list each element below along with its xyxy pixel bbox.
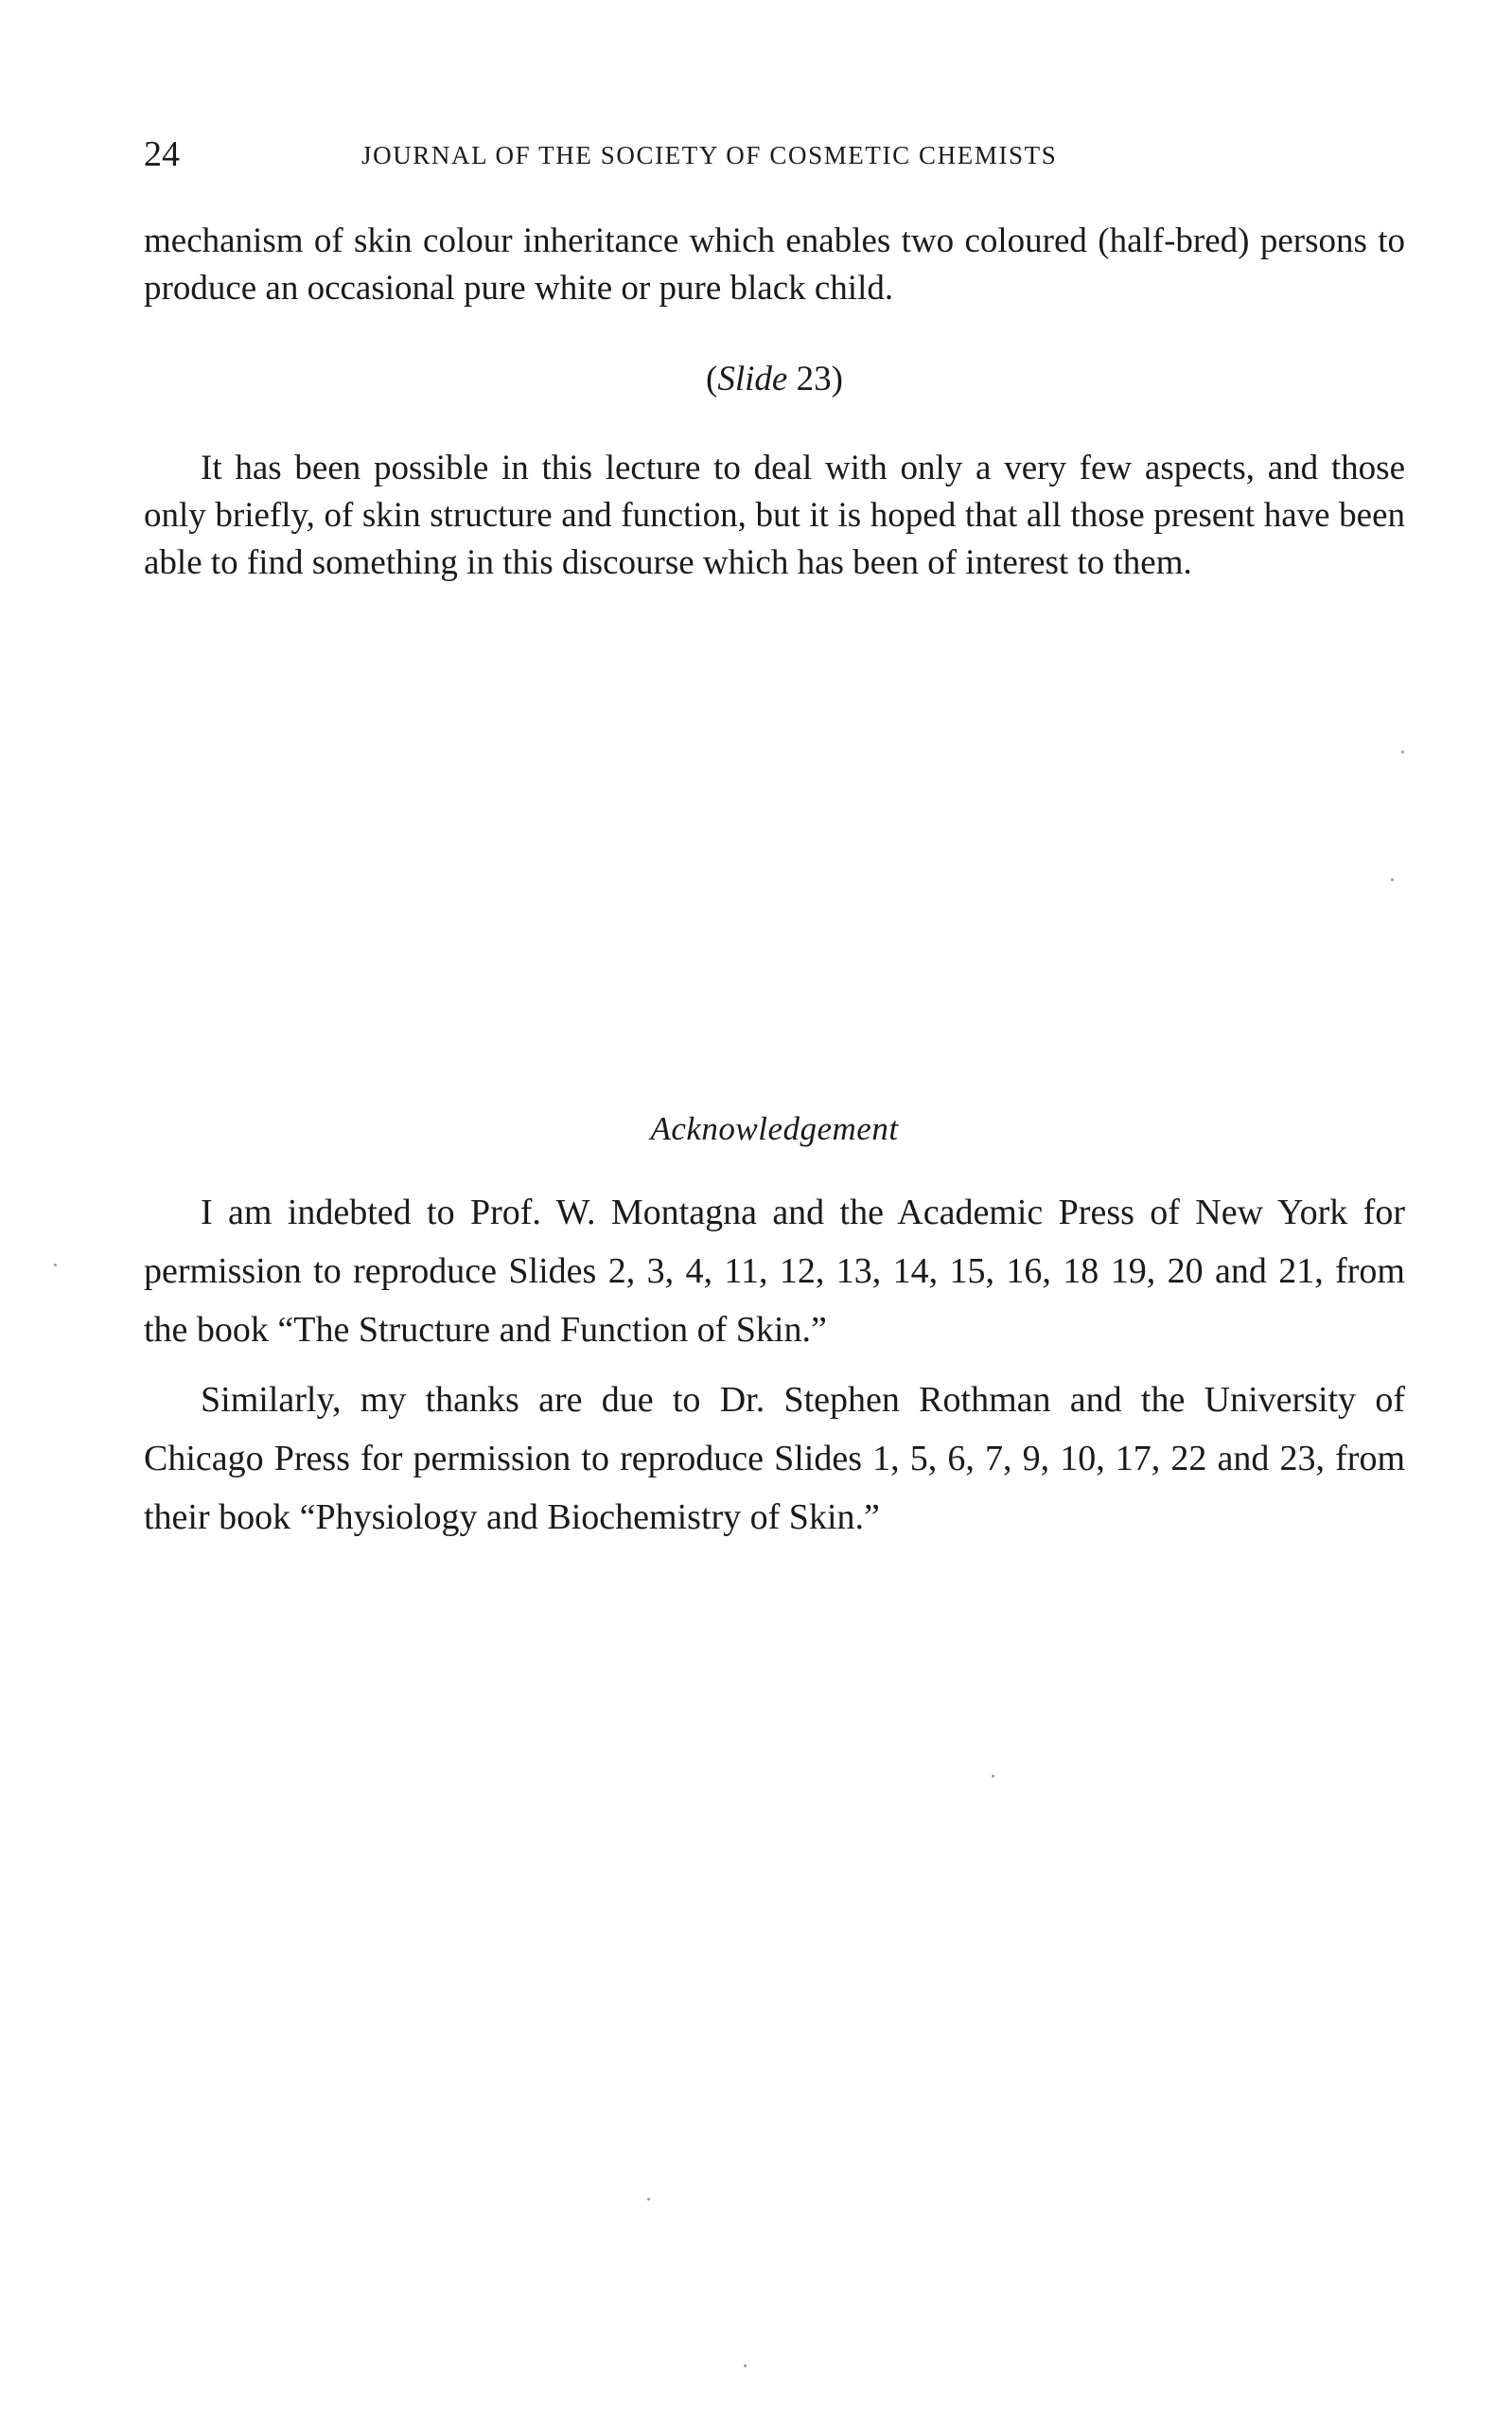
scan-speck	[1391, 878, 1394, 881]
scan-speck	[744, 2364, 747, 2367]
slide-reference	[144, 356, 1405, 403]
running-head	[144, 131, 1404, 178]
acknowledgement-paragraph-2: Similarly, my thanks are due to Dr. Stephen Rothman and the University of Chicago Press for permission to reproduce Slides 1, 5, 6, 7, 9, 10, 17, 22 and 23, from their book “Physiology and Biochemistry of Skin.”	[144, 1380, 1405, 1537]
acknowledgement-paragraph-1: I am indebted to Prof. W. Montagna and the Academic Press of New York for permission to reproduce Slides 2, 3, 4, 11, 12, 13, 14, 15, 16, 18 19, 20 and 21, from the book “The Structure and Function of Skin.”	[144, 1193, 1405, 1350]
journal-title: JOURNAL OF THE SOCIETY OF COSMETIC CHEMISTS	[361, 141, 1058, 169]
scan-speck	[1401, 751, 1404, 753]
scan-speck	[992, 1775, 994, 1777]
paragraph-lecture: It has been possible in this lecture to deal with only a very few aspects, and those only briefly, of skin structure and function, but it is hoped that all those present have been able to find something in this discourse which has been of interest to them.	[144, 449, 1405, 582]
scan-speck	[54, 1264, 57, 1266]
slide-open-paren: (	[706, 360, 718, 398]
scan-speck	[647, 2198, 650, 2201]
slide-label: Slide	[717, 360, 788, 398]
acknowledgement-heading: Acknowledgement	[650, 1110, 899, 1147]
paragraph-continued: mechanism of skin colour inheritance which enables two coloured (half-bred) persons to produce an occasional pure white or pure black child.	[144, 221, 1405, 308]
page-number: 24	[144, 134, 180, 174]
slide-number: 23)	[787, 360, 843, 398]
